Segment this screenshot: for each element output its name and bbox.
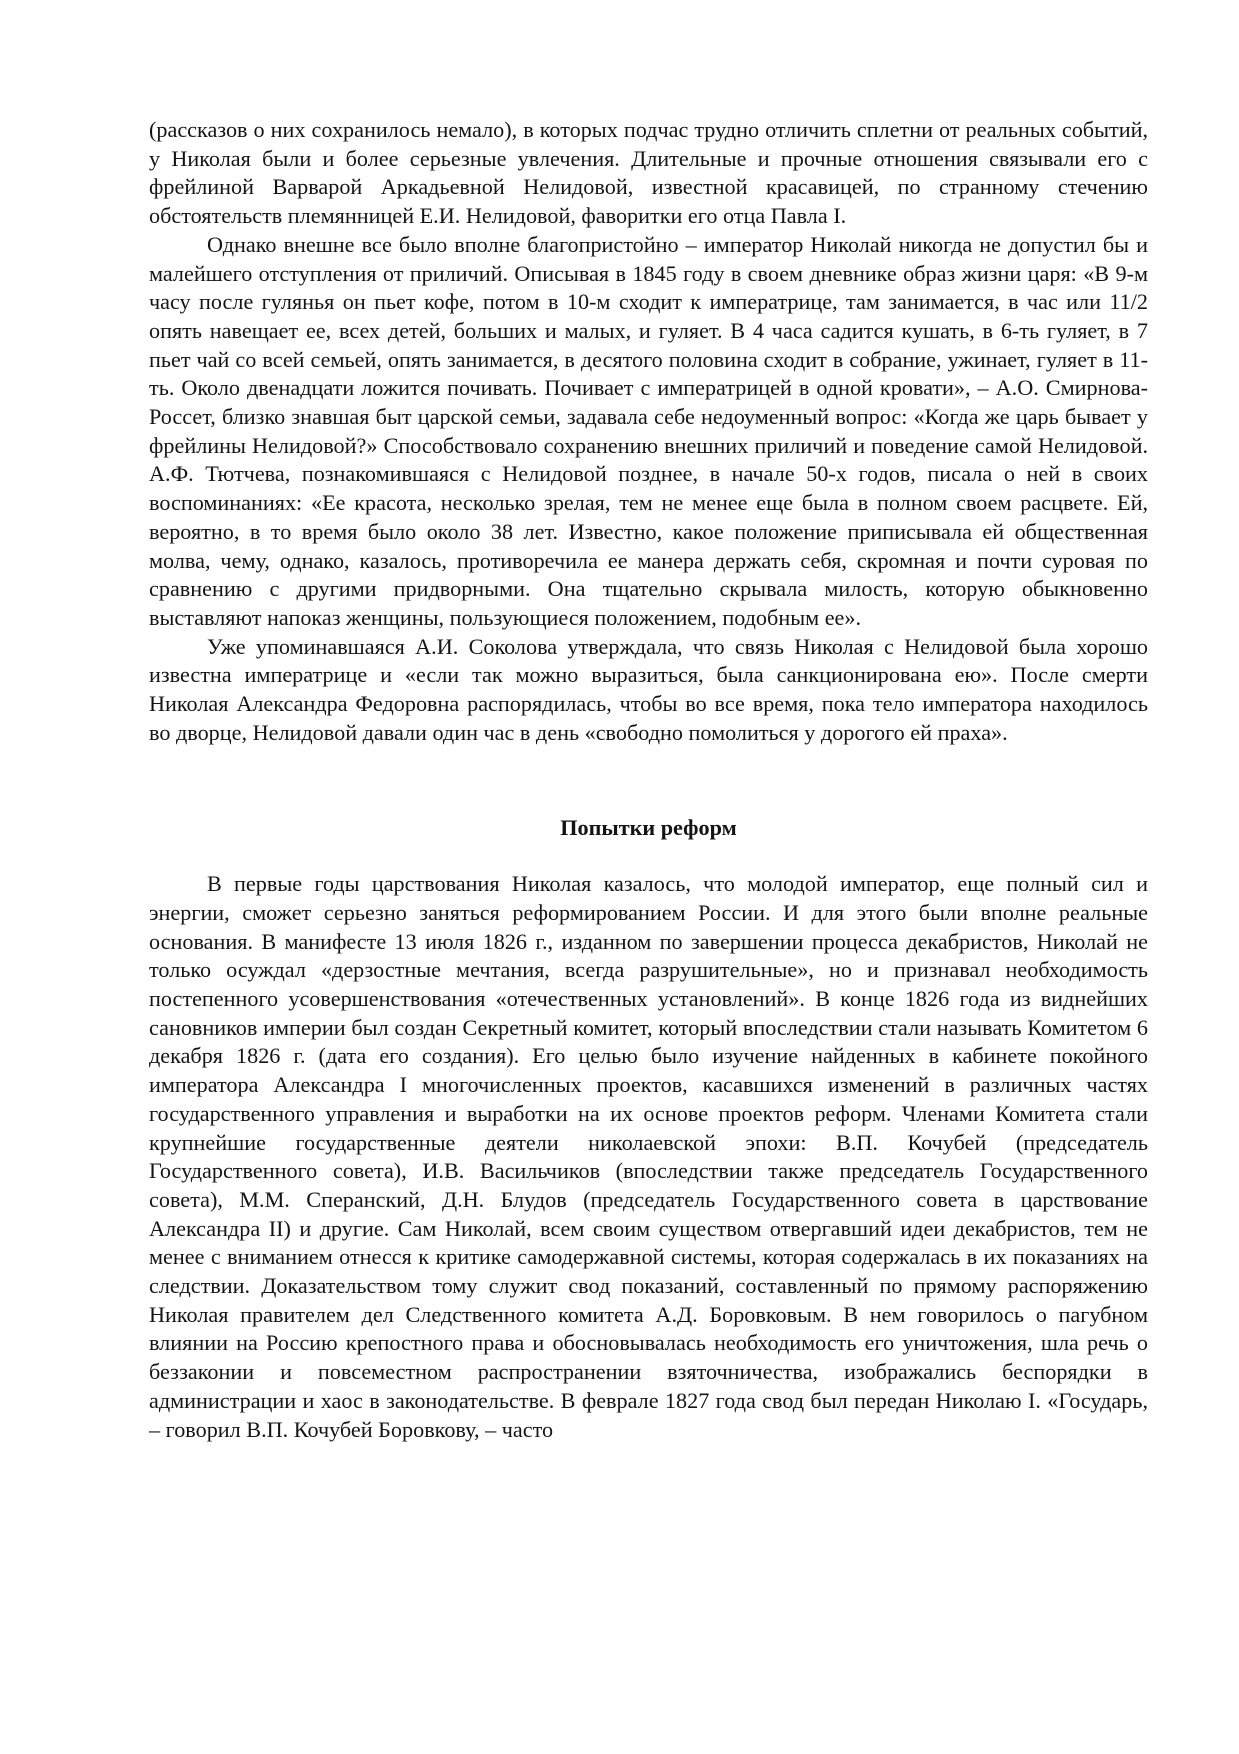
paragraph: Уже упоминавшаяся А.И. Соколова утверждала, что связь Николая с Нелидовой была хорошо известна императрице и «если так можно выразиться, была санкционирована ею». После смерти Николая Александра Федоровна распорядилась, чтобы во все время, пока тело императора находилось во дворце, Нелидовой давали один час в день «свободно помолиться у дорогого ей праха». <box>149 633 1148 745</box>
paragraph: (рассказов о них сохранилось немало), в которых подчас трудно отличить сплетни от реальных событий, у Николая были и более серьезные увлечения. Длительные и прочные отношения связывали его с фрейлиной Варварой Аркадьевной Нелидовой, известной красавицей, по странному стечению обстоятельств племянницей Е.И. Нелидовой, фаворитки его отца Павла I. <box>149 117 1148 229</box>
paragraph: В первые годы царствования Николая казалось, что молодой император, еще полный сил и энергии, сможет серьезно заняться реформированием России. И для этого были вполне реальные основания. В манифесте 13 июля 1826 г., изданном по завершении процесса декабристов, Николай не только осуждал «дерзостные мечтания, всегда разрушительные», но и признавал необходимость постепенного усовершенствования «отечественных установлений». В конце 1826 года из виднейших сановников империи был создан Секретный комитет, который впоследствии стали называть Комитетом 6 декабря 1826 г. (дата его создания). Его целью было изучение найденных в кабинете покойного императора Александра I многочисленных проектов, касавшихся изменений в различных частях государственного управления и выработки на их основе проектов реформ. Членами Комитета стали крупнейшие государственные деятели николаевской эпохи: В.П. Кочубей (председатель Государственного совета), И.В. Васильчиков (впоследствии также председатель Государственного совета), М.М. Сперанский, Д.Н. Блудов (председатель Государственного совета в царствование Александра II) и другие. Сам Николай, всем своим существом отвергавший идеи декабристов, тем не менее с вниманием отнесся к критике самодержавной системы, которая содержалась в их показаниях на следствии. Доказательством тому служит свод показаний, составленный по прямому распоряжению Николая правителем дел Следственного комитета А.Д. Боровковым. В нем говорилось о пагубном влиянии на Россию крепостного права и обосновывалась необходимость его уничтожения, шла речь о беззаконии и повсеместном распространении взяточничества, изображались беспорядки в администрации и хаос в законодательстве. В феврале 1827 года свод был передан Николаю I. «Государь, – говорил В.П. Кочубей Боровкову, – часто <box>149 871 1148 1442</box>
section-heading: Попытки реформ <box>560 815 737 841</box>
paragraph: Однако внешне все было вполне благопристойно – император Николай никогда не допустил бы и малейшего отступления от приличий. Описывая в 1845 году в своем дневнике образ жизни царя: «В 9-м часу после гулянья он пьет кофе, потом в 10-м сходит к императрице, там занимается, в час или 11/2 опять навещает ее, всех детей, больших и малых, и гуляет. В 4 часа садится кушать, в 6-ть гуляет, в 7 пьет чай со всей семьей, опять занимается, в десятого половина сходит в собрание, ужинает, гуляет в 11-ть. Около двенадцати ложится почивать. Почивает с императрицей в одной кровати», – А.О. Смирнова-Россет, близко знавшая быт царской семьи, задавала себе недоуменный вопрос: «Когда же царь бывает у фрейлины Нелидовой?» Способствовало сохранению внешних приличий и поведение самой Нелидовой. А.Ф. Тютчева, познакомившаяся с Нелидовой позднее, в начале 50-х годов, писала о ней в своих воспоминаниях: «Ее красота, несколько зрелая, тем не менее еще была в полном своем расцвете. Ей, вероятно, в то время было около 38 лет. Известно, какое положение приписывала ей общественная молва, чему, однако, казалось, противоречила ее манера держать себя, скромная и почти суровая по сравнению с другими придворными. Она тщательно скрывала милость, которую обыкновенно выставляют напоказ женщины, пользующиеся положением, подобным ее». <box>149 231 1148 630</box>
document-page <box>149 116 1148 1444</box>
